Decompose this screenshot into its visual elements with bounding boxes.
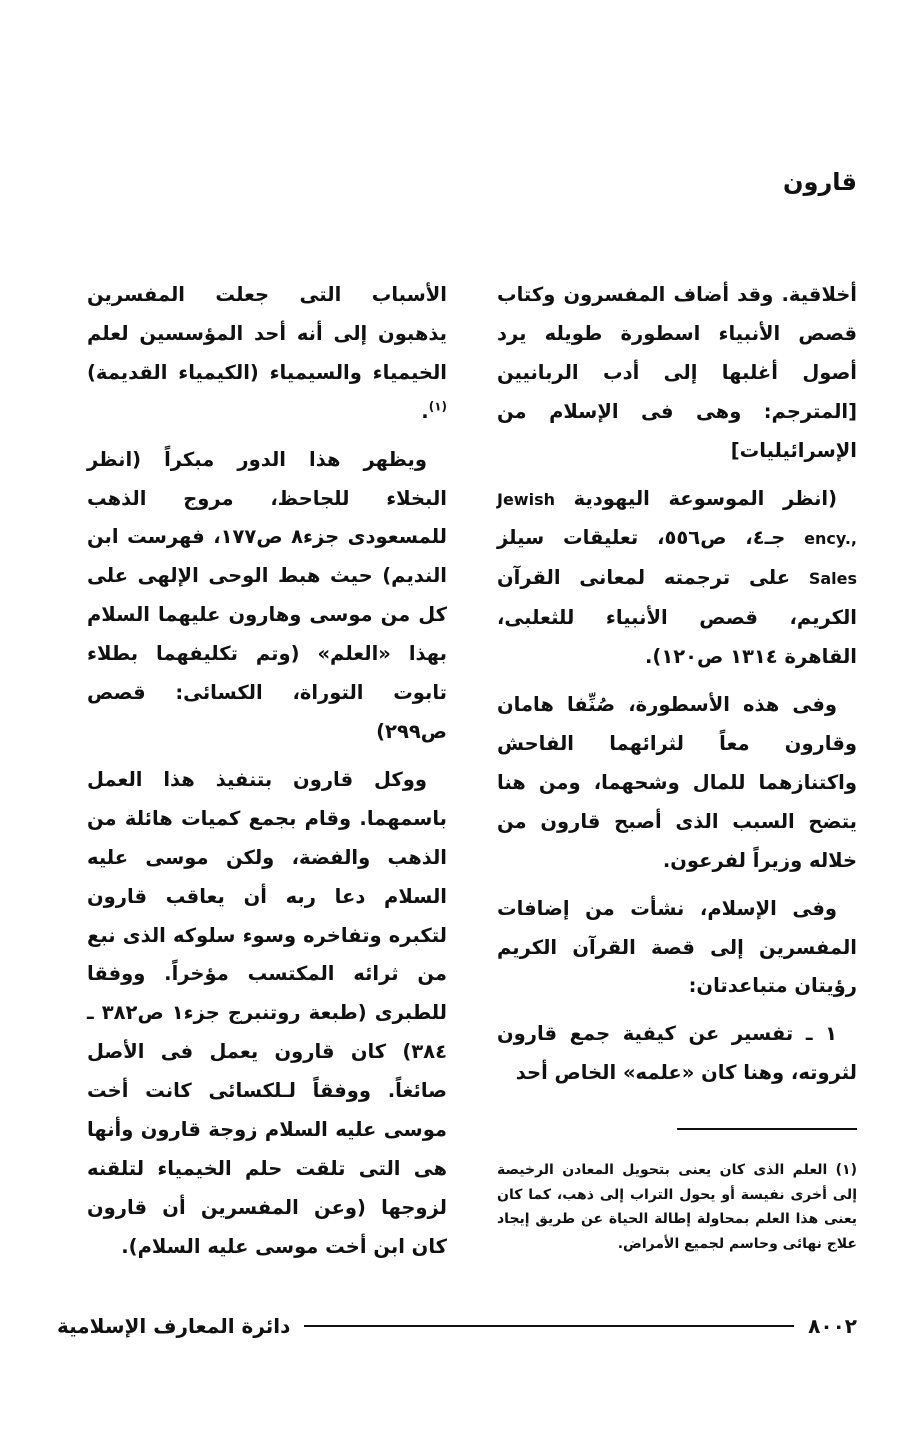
- footnote-divider: [677, 1128, 857, 1130]
- footnote-marker: (١): [428, 399, 447, 414]
- footer-divider: [304, 1325, 794, 1327]
- reference-paragraph: [497, 480, 857, 678]
- page-footer: [57, 1306, 857, 1346]
- paragraph-text: الأسباب التى جعلت المفسرين يذهبون إلى أنه أحد المؤسسين لعلم الخيمياء والسيمياء (الكيمياء القديمة): [87, 283, 447, 384]
- encyclopedia-name: دائرة المعارف الإسلامية: [57, 1314, 291, 1338]
- paragraph: أخلاقية. وقد أضاف المفسرون وكتاب قصص الأنبياء اسطورة طويله يرد أصول أغلبها إلى أدب الربانيين [المترجم: وهى فى الإسلام من الإسرائيليات]: [497, 283, 857, 462]
- entry-title: قارون: [783, 168, 857, 196]
- latin-reference: Sales: [808, 569, 857, 589]
- reference-text: على ترجمته لمعانى القرآن الكريم، قصص الأنبياء للثعلبى، القاهرة ١٣١٤ ص١٢٠).: [497, 566, 857, 669]
- paragraph: ويظهر هذا الدور مبكراً (انظر البخلاء للجاحظ، مروج الذهب للمسعودى جزء٨ ص١٧٧، فهرست ابن النديم) حيث هبط الوحى الإلهى على كل من موسى وهارون عليهما السلام بهذا «العلم» (وتم تكليفهما بطلاء تابوت التوراة، الكسائى: قصص ص٢٩٩): [87, 447, 447, 743]
- reference-text: جـ٤، ص٥٥٦، تعليقات سيلز: [497, 526, 786, 550]
- paragraph: وفى هذه الأسطورة، صُنِّفا هامان وقارون معاً لثرائهما الفاحش واكتنازهما للمال وشحهما، ومن هنا يتضح السبب الذى أصبح قارون من خلاله وزيراً لفرعون.: [497, 693, 857, 872]
- page-number: ٨٠٠٢: [808, 1314, 857, 1338]
- right-column: [497, 276, 857, 1102]
- left-column: [87, 276, 447, 1276]
- paragraph: ١ ـ تفسير عن كيفية جمع قارون لثروته، وهنا كان «علمه» الخاص أحد: [497, 1022, 857, 1085]
- paragraph-text: .: [421, 399, 429, 423]
- paragraph: [87, 276, 447, 432]
- reference-text: (انظر الموسوعة اليهودية: [573, 486, 837, 510]
- footnote: (١) العلم الذى كان يعنى بتحويل المعادن الرخيصة إلى أخرى نفيسة أو يحول التراب إلى ذهب، كما كان يعنى هذا العلم بمحاولة إطالة الحياة عن طريق إيجاد علاج نهائى وحاسم لجميع الأمراض.: [497, 1162, 857, 1252]
- latin-reference: Jewish ency.,: [497, 489, 857, 549]
- paragraph: وفى الإسلام، نشأت من إضافات المفسرين إلى قصة القرآن الكريم رؤيتان متباعدتان:: [497, 896, 857, 998]
- paragraph: ووكل قارون بتنفيذ هذا العمل باسمهما. وقام بجمع كميات هائلة من الذهب والفضة، ولكن موسى عليه السلام دعا ربه أن يعاقب قارون لتكبره وتفاخره وسوء سلوكه الذى نبع من ثرائه المكتسب مؤخراً. ووفقا للطبرى (طبعة روتنبرج جزء١ ص٣٨٢ ـ ٣٨٤) كان قارون يعمل فى الأصل صائغاً. ووفقاً لـلكسائى كانت أخت موسى عليه السلام زوجة قارون وأنها هى التى تلقت حلم الخيمياء لتلقنه لزوجها (وعن المفسرين أن قارون كان ابن أخت موسى عليه السلام).: [87, 767, 447, 1258]
